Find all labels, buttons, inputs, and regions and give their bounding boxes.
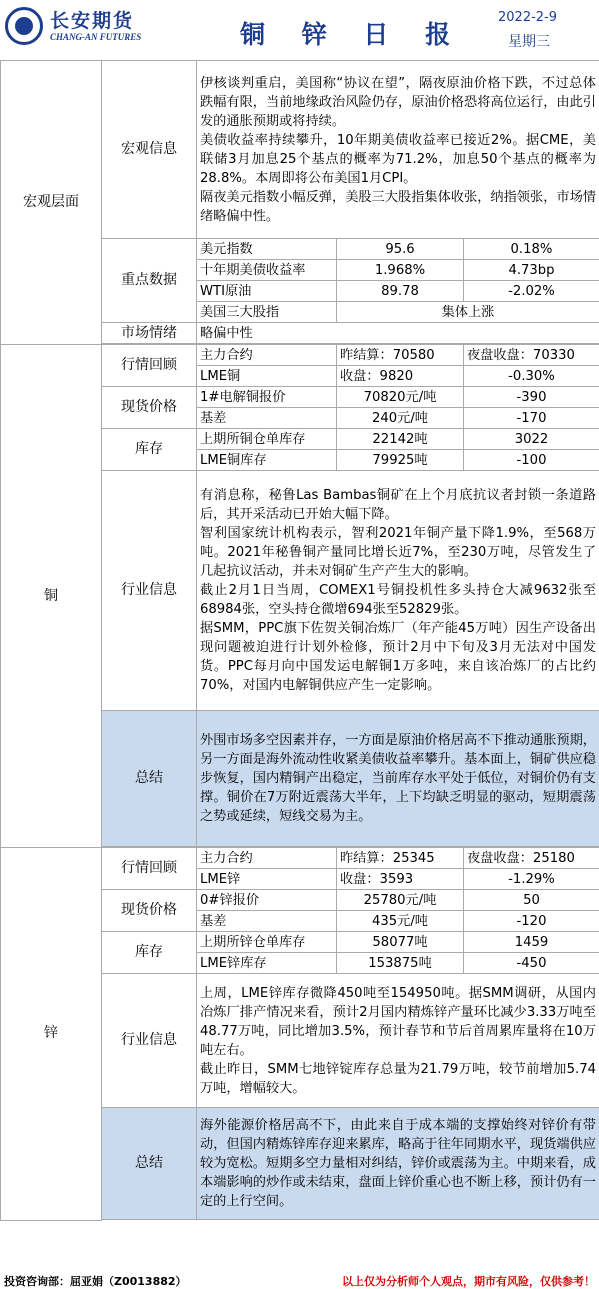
lme-stock-change: -450 xyxy=(464,953,599,974)
basis-value-cell: 240元/吨 xyxy=(337,408,464,429)
shfe-stock-change: 1459 xyxy=(464,932,599,953)
zinc-stock-label: 库存 xyxy=(102,932,197,974)
night-close-cell: 夜盘收盘：25180 xyxy=(464,848,599,869)
copper-market-row xyxy=(1,345,599,366)
lme-stock-value: 79925吨 xyxy=(337,450,464,471)
report-date: 2022-2-9 xyxy=(498,10,558,25)
macro-info-row xyxy=(1,61,599,239)
zinc-summary-label: 总结 xyxy=(102,1108,197,1220)
industry-paragraph: 有消息称，秘鲁Las Bambas铜矿在上个月底抗议者封锁一条道路后，其开采活动已开始大幅下降。 xyxy=(200,488,596,522)
night-close-cell: 夜盘收盘：70330 xyxy=(464,345,599,366)
data-change-cell: -2.02% xyxy=(464,281,599,302)
spot-name-cell: 1#电解铜报价 xyxy=(197,387,337,408)
basis-change-cell: -170 xyxy=(464,408,599,429)
zinc-spot-label: 现货价格 xyxy=(102,890,197,932)
copper-market-label: 行情回顾 xyxy=(102,345,197,387)
industry-paragraph: 上周，LME锌库存微降450吨至154950吨。据SMM调研，从国内冶炼厂排产情况来看，预计2月国内精炼锌产量环比减少3.33万吨至48.77万吨，同比增加3.5%，预计春节和节后首周累库量将在10万吨左右。 xyxy=(200,985,596,1058)
data-value-cell: 集体上涨 xyxy=(337,302,599,323)
copper-stock-label: 库存 xyxy=(102,429,197,471)
lme-stock-value: 153875吨 xyxy=(337,953,464,974)
risk-disclaimer: 以上仅为分析师个人观点，期市有风险，仅供参考！ xyxy=(342,1275,595,1288)
industry-paragraph: 智利国家统计机构表示，智利2021年铜产量下降1.9%，至568万吨。2021年秘鲁铜产量同比增长近7%，至230万吨，尽管发生了几起抗议活动，并未对铜矿生产产生大的影响。 xyxy=(200,526,596,579)
macro-info-paragraph: 隔夜美元指数小幅反弹，美股三大股指集体收张，纳指领张，市场情绪略偏中性。 xyxy=(200,189,596,224)
data-value-cell: 1.968% xyxy=(337,260,464,281)
lme-name-cell: LME锌 xyxy=(197,869,337,890)
data-name-cell: 十年期美债收益率 xyxy=(197,260,337,281)
report-header xyxy=(0,0,599,60)
settle-cell: 昨结算：70580 xyxy=(337,345,464,366)
main-contract-cell: 主力合约 xyxy=(197,848,337,869)
lme-stock-name: LME铜库存 xyxy=(197,450,337,471)
industry-paragraph: 截止2月1日当周，COMEX1号铜投机性多头持仓大减9632张至68984张，空头持仓微增694张至52829张。 xyxy=(200,583,596,617)
report-title: 铜 锌 日 报 xyxy=(240,20,465,49)
lme-stock-name: LME锌库存 xyxy=(197,953,337,974)
copper-industry-text xyxy=(197,471,599,711)
spot-change-cell: -390 xyxy=(464,387,599,408)
copper-industry-label: 行业信息 xyxy=(102,471,197,711)
report-weekday: 星期三 xyxy=(508,34,550,50)
data-name-cell: WTI原油 xyxy=(197,281,337,302)
lme-close-cell: 收盘：3593 xyxy=(337,869,464,890)
zinc-market-row xyxy=(1,848,599,869)
sentiment-value: 略偏中性 xyxy=(197,323,599,344)
shfe-stock-name: 上期所锌仓单库存 xyxy=(197,932,337,953)
industry-paragraph: 据SMM，PPC旗下佐贺关铜冶炼厂（年产能45万吨）因生产设备出现问题被迫进行计划外检修，预计2月中下旬及3月无法对中国发货。PPC每月向中国发运电解铜1万多吨，来自该冶炼厂的占比约70%，对国内电解铜供应产生一定影响。 xyxy=(200,621,596,693)
basis-change-cell: -120 xyxy=(464,911,599,932)
company-logo-icon xyxy=(5,7,43,45)
analyst-credit: 投资咨询部：屈亚娟（Z0013882） xyxy=(4,1275,187,1288)
macro-info-text xyxy=(197,61,599,239)
copper-summary-text: 外围市场多空因素并存，一方面是原油价格居高不下推动通胀预期，另一方面是海外流动性收紧美债收益率攀升。基本面上，铜矿供应稳步恢复，国内精铜产出稳定，当前库存水平处于低位，对铜价仍有支撑。铜价在7万附近震荡大半年，上下均缺乏明显的驱动，短期震荡之势或延续，短线交易为主。 xyxy=(197,711,599,847)
macro-section-label: 宏观层面 xyxy=(1,61,102,345)
report-footer xyxy=(0,1272,599,1289)
macro-info-label: 宏观信息 xyxy=(102,61,197,239)
data-value-cell: 89.78 xyxy=(337,281,464,302)
spot-name-cell: 0#锌报价 xyxy=(197,890,337,911)
lme-change-cell: -1.29% xyxy=(464,869,599,890)
settle-cell: 昨结算：25345 xyxy=(337,848,464,869)
industry-paragraph: 截止昨日，SMM七地锌锭库存总量为21.79万吨，较节前增加5.74万吨，增幅较大。 xyxy=(200,1061,596,1096)
lme-stock-change: -100 xyxy=(464,450,599,471)
data-name-cell: 美国三大股指 xyxy=(197,302,337,323)
report-table xyxy=(0,60,599,1221)
zinc-summary-text: 海外能源价格居高不下，由此来自于成本端的支撑始终对锌价有带动，但国内精炼锌库存迎来累库，略高于往年同期水平，现货端供应较为宽松。短期多空力量相对纠结，锌价或震荡为主。中期来看，成本端影响的炒作或未结束，盘面上锌价重心也不断上移，预计仍有一定的上行空间。 xyxy=(197,1108,599,1220)
logo-chinese-name: 长安期货 xyxy=(50,10,135,32)
basis-name-cell: 基差 xyxy=(197,911,337,932)
shfe-stock-value: 22142吨 xyxy=(337,429,464,450)
spot-value-cell: 25780元/吨 xyxy=(337,890,464,911)
shfe-stock-value: 58077吨 xyxy=(337,932,464,953)
macro-info-paragraph: 美债收益率持续攀升，10年期美债收益率已接近2%。据CME，美联储3月加息25个基点的概率为71.2%，加息50个基点的概率为28.8%。本周即将公布美国1月CPI。 xyxy=(200,132,596,186)
macro-info-paragraph: 伊核谈判重启，美国称“协议在望”，隔夜原油价格下跌，不过总体跌幅有限，当前地缘政治风险仍存，原油价格恐将高位运行，由此引发的通胀预期或将持续。 xyxy=(200,75,596,129)
zinc-industry-text xyxy=(197,974,599,1108)
basis-name-cell: 基差 xyxy=(197,408,337,429)
macro-data-label: 重点数据 xyxy=(102,239,197,323)
data-name-cell: 美元指数 xyxy=(197,239,337,260)
sentiment-label: 市场情绪 xyxy=(102,323,197,344)
data-change-cell: 4.73bp xyxy=(464,260,599,281)
main-contract-cell: 主力合约 xyxy=(197,345,337,366)
data-value-cell: 95.6 xyxy=(337,239,464,260)
copper-summary-label: 总结 xyxy=(102,711,197,847)
spot-change-cell: 50 xyxy=(464,890,599,911)
logo-english-name: CHANG-AN FUTURES xyxy=(50,32,142,42)
spot-value-cell: 70820元/吨 xyxy=(337,387,464,408)
lme-name-cell: LME铜 xyxy=(197,366,337,387)
basis-value-cell: 435元/吨 xyxy=(337,911,464,932)
zinc-section-label: 锌 xyxy=(1,848,102,1221)
copper-spot-label: 现货价格 xyxy=(102,387,197,429)
data-change-cell: 0.18% xyxy=(464,239,599,260)
zinc-market-label: 行情回顾 xyxy=(102,848,197,890)
copper-section-label: 铜 xyxy=(1,345,102,848)
shfe-stock-name: 上期所铜仓单库存 xyxy=(197,429,337,450)
lme-close-cell: 收盘：9820 xyxy=(337,366,464,387)
shfe-stock-change: 3022 xyxy=(464,429,599,450)
lme-change-cell: -0.30% xyxy=(464,366,599,387)
zinc-industry-label: 行业信息 xyxy=(102,974,197,1108)
